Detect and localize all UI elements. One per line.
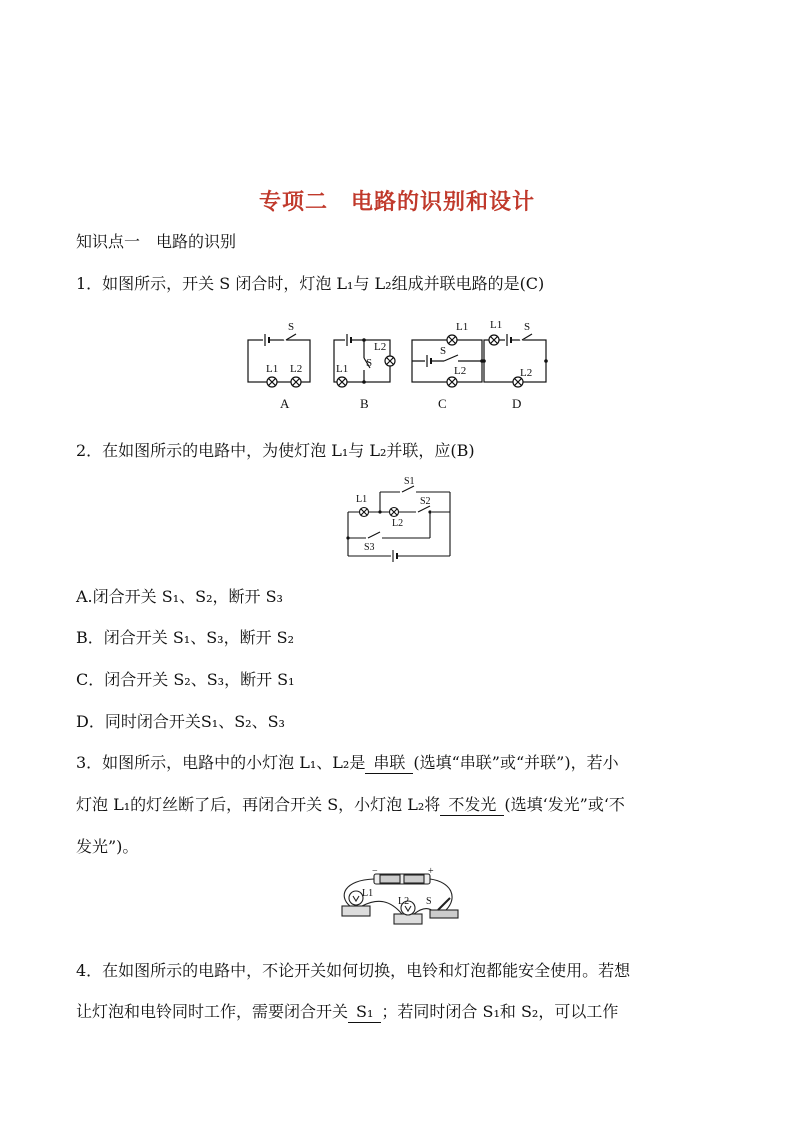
q3-circuit-photo <box>334 866 462 926</box>
q3-l1-label: L1 <box>362 888 374 899</box>
q3-l2-label: L2 <box>398 896 410 907</box>
q1-d-switch-label: S <box>524 321 531 333</box>
q4-text-2a: 让灯泡和电铃同时工作，需要闭合开关 <box>76 1002 349 1021</box>
q2-option-b: B．闭合开关 S₁、S₃，断开 S₂ <box>76 628 295 647</box>
question-4-line-2 <box>76 1002 726 1023</box>
q2-circuit-figure <box>340 474 456 564</box>
q1-d-l2-label: L2 <box>520 367 533 379</box>
q3-answer-1: 串联 <box>365 753 413 774</box>
q1-d-l1-label: L1 <box>490 319 503 331</box>
q1-b-l2-label: L2 <box>374 341 387 353</box>
q2-option-a: A.闭合开关 S₁、S₂，断开 S₃ <box>76 587 283 606</box>
q2-s3-label: S3 <box>364 542 375 553</box>
q3-text-2b: (选填‘发光”或‘不 <box>504 795 625 814</box>
q3-text-2a: 灯泡 L₁的灯丝断了后，再闭合开关 S，小灯泡 L₂将 <box>76 795 441 814</box>
q1-label-d: D <box>512 396 522 411</box>
q3-s-label: S <box>426 896 432 907</box>
page-title: 专项二 电路的识别和设计 <box>258 190 535 215</box>
q2-l1-label: L1 <box>356 494 368 505</box>
q1-b-l1-label: L1 <box>336 363 349 375</box>
q3-answer-2: 不发光 <box>440 795 504 816</box>
q4-text-2b: ；若同时闭合 S₁和 S₂，可以工作 <box>381 1002 619 1021</box>
q4-answer: S₁ <box>348 1002 381 1023</box>
q1-a-switch-label: S <box>288 321 295 333</box>
q3-plus-label: + <box>428 866 434 877</box>
q1-c-switch-label: S <box>440 345 447 357</box>
q3-text-1b: (选填“串联”或“并联”)，若小 <box>413 753 619 772</box>
q2-s2-label: S2 <box>420 496 431 507</box>
q1-b-switch-label: S <box>366 357 373 369</box>
q2-s1-label: S1 <box>404 476 415 487</box>
question-3-line-3: 发光”)。 <box>76 837 139 856</box>
q1-a-l1-label: L1 <box>266 363 279 375</box>
q3-minus-label: − <box>372 866 378 877</box>
q1-c-l1-label: L1 <box>456 321 469 333</box>
q1-c-l2-label: L2 <box>454 365 467 377</box>
q2-l2-label: L2 <box>392 518 404 529</box>
question-2: 2．在如图所示的电路中，为使灯泡 L₁与 L₂并联，应(B) <box>76 441 475 460</box>
question-1: 1．如图所示，开关 S 闭合时，灯泡 L₁与 L₂组成并联电路的是(C) <box>76 274 545 293</box>
q3-text-1a: 3．如图所示，电路中的小灯泡 L₁、L₂是 <box>76 753 366 772</box>
q1-label-b: B <box>360 396 369 411</box>
question-3-line-1 <box>76 753 726 774</box>
question-4-line-1: 4．在如图所示的电路中，不论开关如何切换，电铃和灯泡都能安全使用。若想 <box>76 961 631 980</box>
question-3-line-2 <box>76 795 726 816</box>
q1-circuit-figure <box>240 318 552 414</box>
q1-a-l2-label: L2 <box>290 363 303 375</box>
q1-label-a: A <box>280 396 290 411</box>
q2-option-c: C．闭合开关 S₂、S₃，断开 S₁ <box>76 670 295 689</box>
q2-option-d: D．同时闭合开关S₁、S₂、S₃ <box>76 712 285 731</box>
q1-label-c: C <box>438 396 447 411</box>
section-heading: 知识点一 电路的识别 <box>76 232 237 251</box>
